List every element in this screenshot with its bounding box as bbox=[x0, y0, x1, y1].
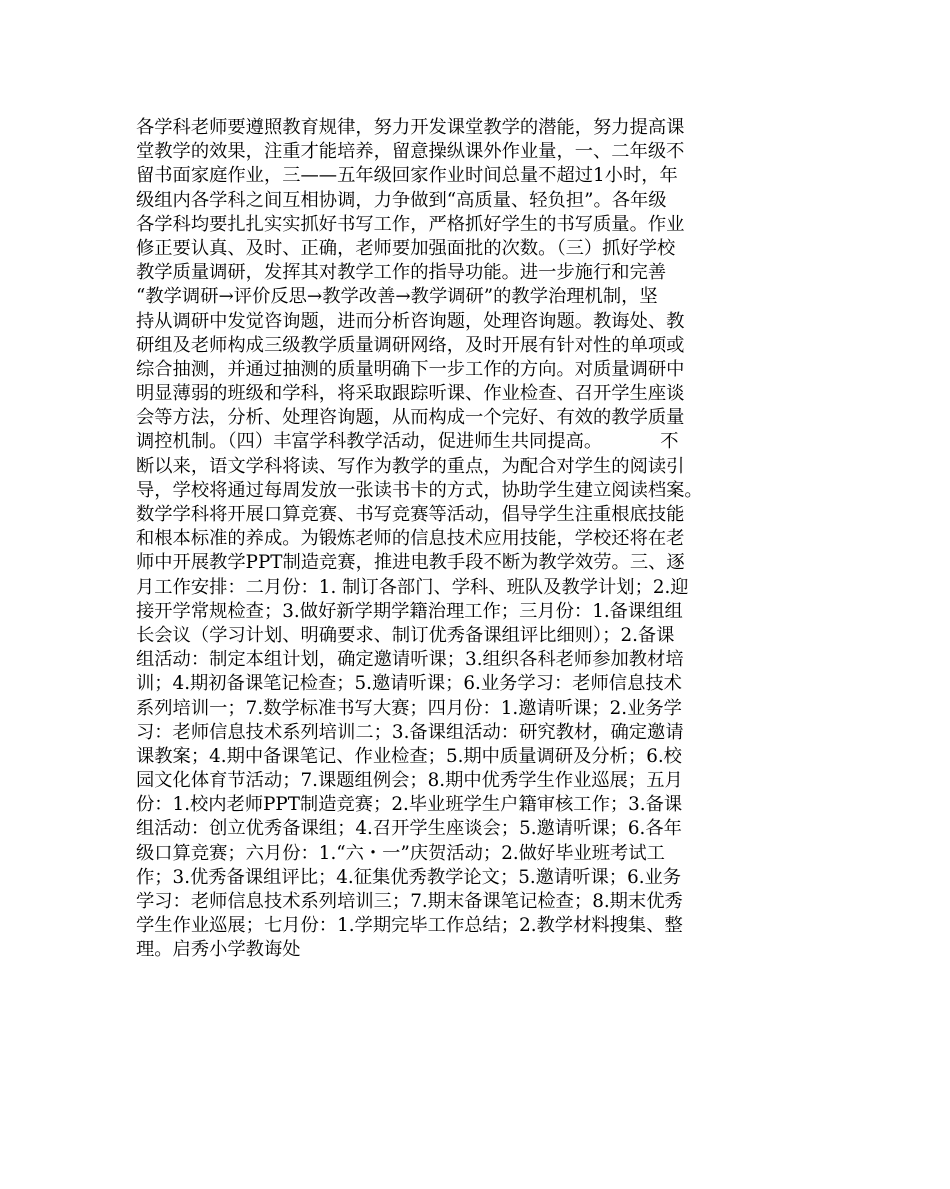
text-line: 习：老师信息技术系列培训二；3.备课组活动：研究教材，确定邀请 bbox=[136, 721, 684, 743]
text-line: 园文化体育节活动；7.课题组例会；8.期中优秀学生作业巡展；五月 bbox=[136, 770, 683, 792]
text-line: 课教案；4.期中备课笔记、作业检查；5.期中质量调研及分析；6.校 bbox=[136, 745, 682, 767]
document-body bbox=[136, 116, 820, 963]
text-line: 留书面家庭作业，三——五年级回家作业时间总量不超过1小时，年 bbox=[136, 165, 678, 187]
text-line: 月工作安排：二月份：1. 制订各部门、学科、班队及教学计划；2.迎 bbox=[136, 576, 689, 598]
text-line: 综合抽测，并通过抽测的质量明确下一步工作的方向。对质量调研中 bbox=[136, 358, 685, 380]
text-line: 各学科老师要遵照教育规律，努力开发课堂教学的潜能，努力提高课 bbox=[136, 117, 685, 138]
text-line: 各学科均要扎扎实实抓好书写工作，严格抓好学生的书写质量。作业 bbox=[136, 213, 685, 235]
text-line: 持从调研中发觉咨询题，进而分析咨询题，处理咨询题。教诲处、教 bbox=[136, 310, 685, 332]
text-line: 组活动：创立优秀备课组；4.召开学生座谈会；5.邀请听课；6.各年 bbox=[136, 818, 682, 840]
text-line: 接开学常规检查；3.做好新学期学籍治理工作；三月份：1.备课组组 bbox=[136, 600, 683, 622]
text-line: 理。启秀小学教诲处 bbox=[136, 939, 301, 961]
text-line: 长会议（学习计划、明确要求、制订优秀备课组评比细则）；2.备课 bbox=[136, 624, 675, 646]
text-line: 数学学科将开展口算竞赛、书写竞赛等活动，倡导学生注重根底技能 bbox=[136, 504, 685, 525]
text-line: 级组内各学科之间互相协调，力争做到“高质量、轻负担”。各年级 bbox=[136, 189, 667, 211]
text-line: 作；3.优秀备课组评比；4.征集优秀教学论文；5.邀请听课；6.业务 bbox=[136, 866, 682, 888]
text-line: 明显薄弱的班级和学科，将采取跟踪听课、作业检查、召开学生座谈 bbox=[136, 383, 685, 405]
text-line: 学生作业巡展；七月份：1.学期完毕工作总结；2.教学材料搜集、整 bbox=[136, 915, 683, 937]
text-line: “教学调研→评价反思→教学改善→教学调研”的教学治理机制，坚 bbox=[136, 286, 658, 308]
text-line: 会等方法，分析、处理咨询题，从而构成一个完好、有效的教学质量 bbox=[136, 407, 685, 429]
text-line: 级口算竞赛；六月份：1.“六・一”庆贺活动；2.做好毕业班考试工 bbox=[136, 842, 665, 864]
text-line: 学习：老师信息技术系列培训三；7.期末备课笔记检查；8.期末优秀 bbox=[136, 891, 683, 912]
text-line: 调控机制。（四）丰富学科教学活动，促进师生共同提高。 不 bbox=[136, 431, 679, 453]
text-line: 教学质量调研，发挥其对教学工作的指导功能。进一步施行和完善 bbox=[136, 262, 667, 284]
text-line: 训；4.期初备课笔记检查；5.邀请听课；6.业务学习：老师信息技术 bbox=[136, 673, 682, 695]
text-line: 研组及老师构成三级教学质量调研网络，及时开展有针对性的单项或 bbox=[136, 334, 685, 356]
text-line: 堂教学的效果，注重才能培养，留意操纵课外作业量，一、二年级不 bbox=[136, 141, 685, 163]
text-line: 师中开展教学PPT制造竞赛，推进电教手段不断为教学效劳。三、逐 bbox=[136, 552, 685, 574]
text-line: 断以来，语文学科将读、写作为教学的重点，为配合对学生的阅读引 bbox=[136, 455, 685, 477]
text-line: 组活动：制定本组计划，确定邀请听课；3.组织各科老师参加教材培 bbox=[136, 649, 684, 671]
text-line: 和根本标准的养成。为锻炼老师的信息技术应用技能，学校还将在老 bbox=[136, 528, 685, 550]
text-line: 份：1.校内老师PPT制造竞赛；2.毕业班学生户籍审核工作；3.备课 bbox=[136, 794, 683, 816]
text-line: 导，学校将通过每周发放一张读书卡的方式，协助学生建立阅读档案。 bbox=[136, 479, 703, 501]
text-line: 修正要认真、及时、正确，老师要加强面批的次数。（三）抓好学校 bbox=[136, 237, 676, 259]
text-line: 系列培训一；7.数学标准书写大赛；四月份：1.邀请听课；2.业务学 bbox=[136, 697, 682, 719]
